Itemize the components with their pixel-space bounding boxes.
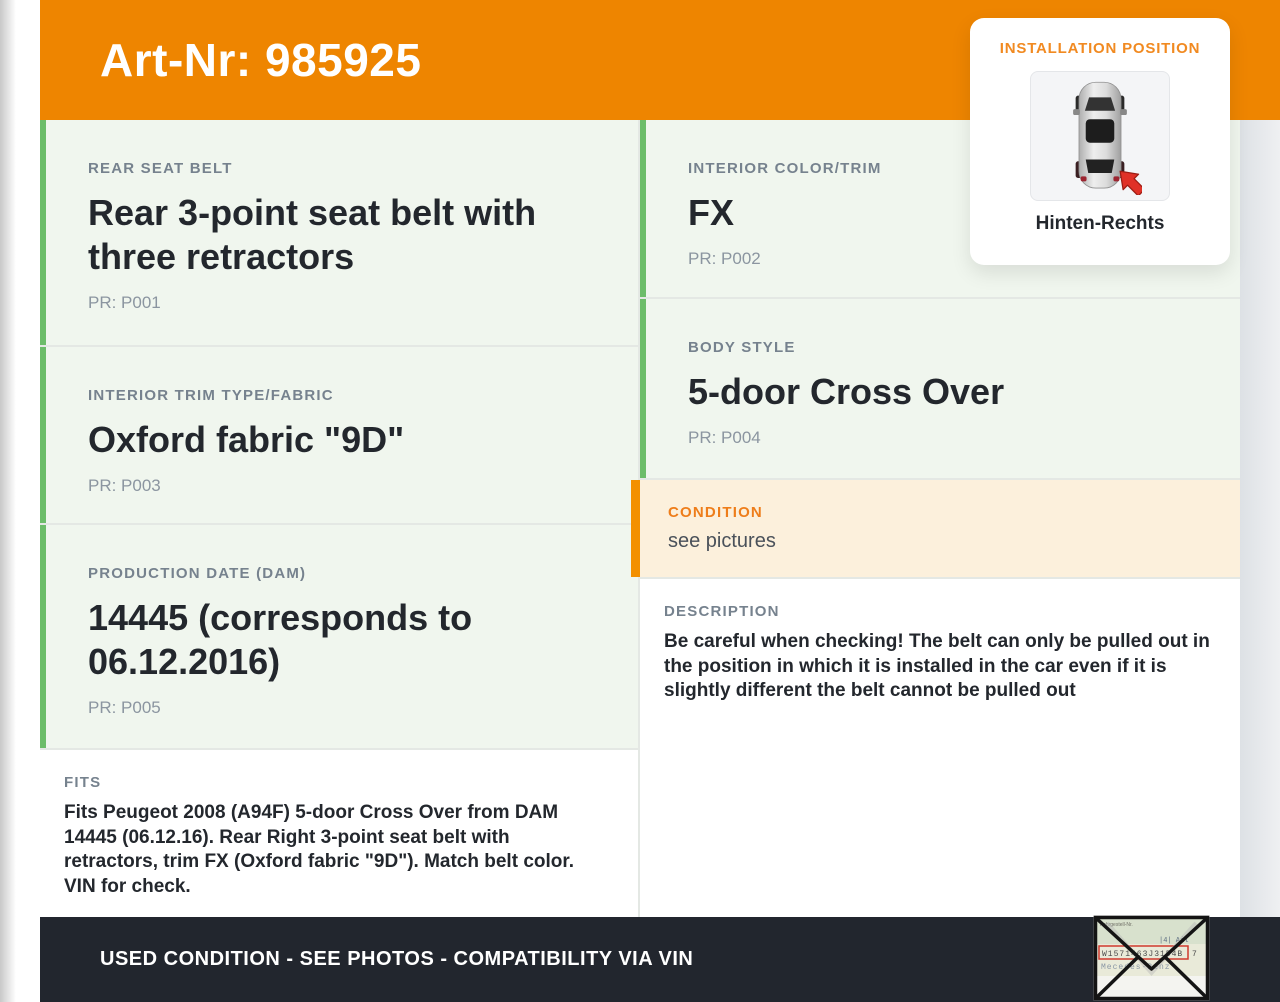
brand-text: Mecedes-Benz [1101,963,1171,972]
tail-light [1113,176,1119,181]
mirror [1073,109,1080,115]
condition-banner [631,480,1240,577]
left-edge-shadow [0,0,16,1002]
description-label: DESCRIPTION [664,603,780,620]
spec-label: BODY STYLE [688,339,796,356]
spec-value: Oxford fabric "9D" [88,419,405,460]
pr-code: PR: P005 [88,698,161,717]
spec-card-production-date [40,525,638,748]
spec-label: PRODUCTION DATE (DAM) [88,565,307,582]
pr-code: PR: P003 [88,476,161,495]
doc-title-text: Fahrgestell-Nr. [1100,922,1133,928]
rear-window [1086,160,1115,173]
right-margin-strip [1240,120,1280,917]
spec-value: 5-door Cross Over [688,371,1005,412]
fits-card [40,750,638,917]
vin-text: W1571463J3154B [1102,950,1184,959]
pr-code: PR: P004 [688,428,761,447]
windshield [1085,97,1115,110]
spec-card-rear-seat-belt [40,120,638,345]
article-number-title: Art-Nr: 985925 [100,34,422,86]
condition-value: see pictures [668,530,776,552]
condition-label: CONDITION [668,504,763,521]
car-position-image-box [1030,71,1170,201]
installation-position-value: Hinten-Rechts [1035,213,1165,234]
doc-aux-text: |4| Ail [1159,937,1189,945]
vin-stamp-image [1093,915,1210,1001]
spec-value: 14445 (corresponds to 06.12.2016) [88,597,473,682]
envelope-icon [1093,915,1210,1001]
tail-light [1081,176,1087,181]
spec-label: INTERIOR COLOR/TRIM [688,160,882,177]
installation-position-title: INSTALLATION POSITION [999,40,1201,57]
spec-card-interior-trim-fabric [40,347,638,523]
pr-code: PR: P002 [688,249,761,268]
spec-label: REAR SEAT BELT [88,160,233,177]
spec-label: INTERIOR TRIM TYPE/FABRIC [88,387,334,404]
car-top-view-image [1058,77,1142,195]
vin-suffix-text: 7 [1192,950,1197,959]
roof-panel [1086,119,1115,143]
description-card [640,579,1240,917]
fits-label: FITS [64,774,102,791]
footer-text: USED CONDITION - SEE PHOTOS - COMPATIBILITY VIA VIN [100,948,694,970]
spec-value: FX [688,192,735,233]
fits-text: Fits Peugeot 2008 (A94F) 5-door Cross Over from DAM 14445 (06.12.16). Rear Right 3-point seat belt with retractors, trim FX (Oxford fabric "9D"). Match belt color. VIN for check. [64,802,575,897]
mirror [1120,109,1127,115]
description-text: Be careful when checking! The belt can only be pulled out in the position in which it is installed in the car even if it is slightly different the belt cannot be pulled out [664,631,1210,701]
spec-card-body-style [640,299,1240,478]
spec-value: Rear 3-point seat belt with three retractors [88,192,537,277]
left-column [40,120,638,917]
pr-code: PR: P001 [88,293,161,312]
installation-position-card [970,18,1230,265]
